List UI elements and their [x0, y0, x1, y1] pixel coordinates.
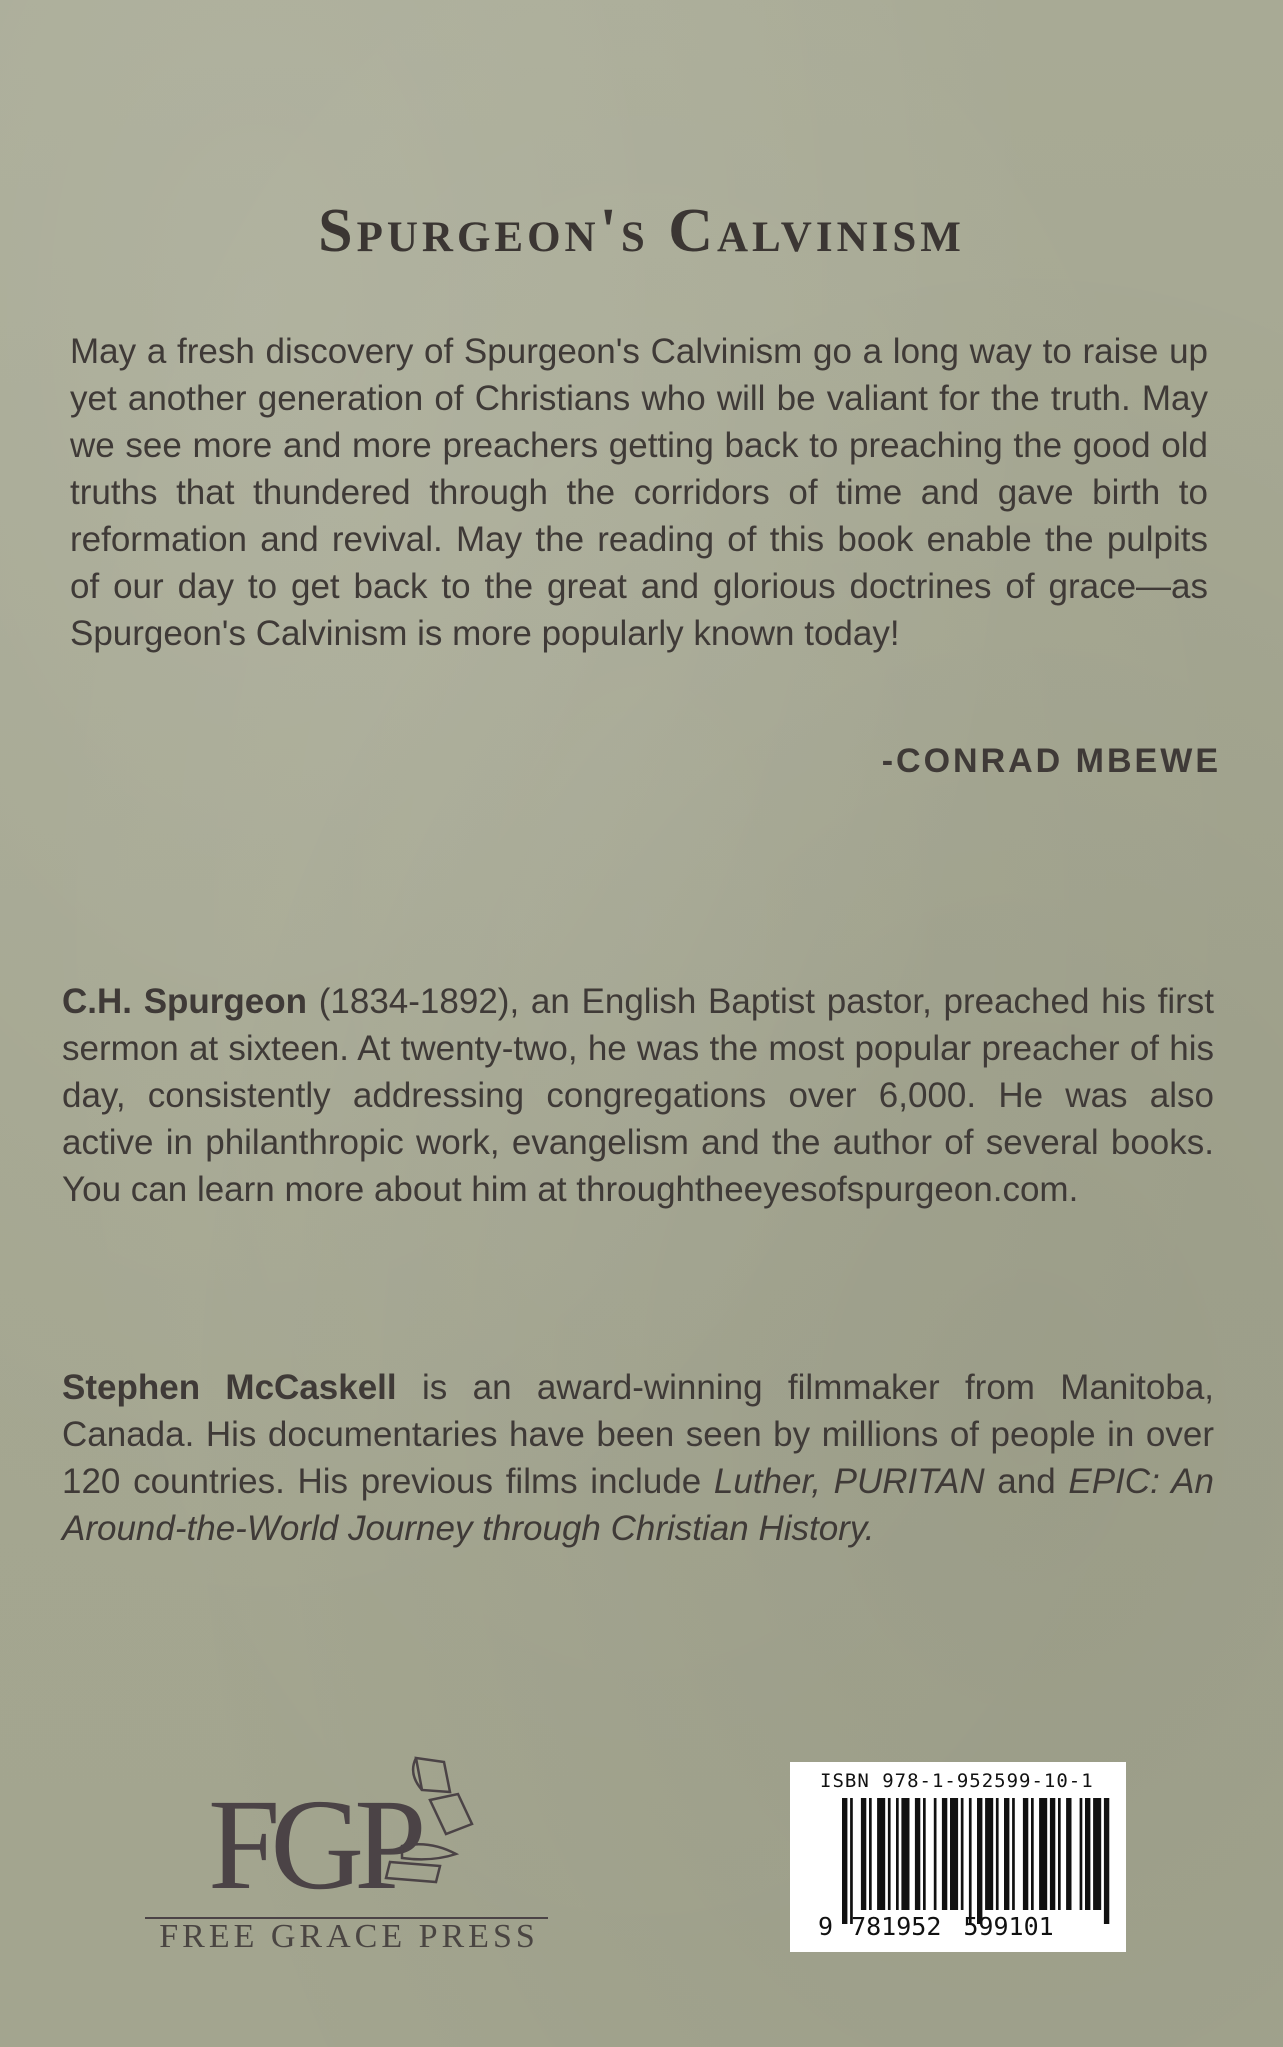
barcode-bar	[961, 1798, 964, 1910]
barcode-bar	[1039, 1798, 1047, 1910]
editor-bio	[62, 1364, 1214, 1552]
barcode-bar	[923, 1798, 926, 1910]
barcode-bar	[996, 1798, 999, 1910]
barcode-bar	[1004, 1798, 1009, 1910]
book-title: Spurgeon's Calvinism	[318, 197, 965, 265]
barcode-bar	[950, 1798, 958, 1910]
barcode-bar	[969, 1798, 972, 1924]
editor-films-2: EPIC: An Around-the-World Journey through Christian History.	[62, 1462, 1214, 1548]
barcode-bar	[888, 1798, 891, 1910]
barcode-digits	[818, 1912, 1054, 1941]
endorsement-quote: May a fresh discovery of Spurgeon's Calvinism go a long way to raise up yet another generation of Christians who will be valiant for the truth. May we see more and more preachers getting back to preaching the good old truths that thundered through the corridors of time and gave birth to reformation and revival. May the reading of this book enable the pulpits of our day to get back to the great and glorious doctrines of grace—as Spurgeon's Calvinism is more popularly known today!	[70, 332, 1208, 653]
barcode-bar	[1085, 1798, 1090, 1910]
barcode-bar	[877, 1798, 885, 1910]
barcode-digits-right: 599101	[963, 1912, 1054, 1941]
author-bio	[62, 978, 1214, 1213]
barcode-bar	[985, 1798, 993, 1910]
barcode-bars	[842, 1798, 1112, 1924]
barcode-digit-lead: 9	[818, 1912, 834, 1941]
isbn-label: ISBN 978-1-952599-10-1	[820, 1770, 1094, 1792]
barcode-bar	[901, 1798, 909, 1910]
barcode-digits-left: 781952	[851, 1912, 942, 1941]
barcode-bar	[1023, 1798, 1028, 1910]
barcode-bar	[1080, 1798, 1083, 1910]
barcode-bar	[1058, 1798, 1061, 1910]
barcode-bar	[842, 1798, 847, 1924]
barcode-bar	[942, 1798, 947, 1910]
author-bio-text: (1834-1892), an English Baptist pastor, preached his first sermon at sixteen. At twenty-two, he was the most popular preacher of his day, consistently addressing congregations over 6,000. He was also active in philanthropic work, evangelism and the author of several books. You can learn more about him at throughtheeyesofspurgeon.com.	[62, 982, 1214, 1209]
barcode-bar	[1066, 1798, 1071, 1910]
barcode-bar	[896, 1798, 899, 1910]
isbn-barcode	[790, 1762, 1126, 1952]
editor-bio-and: and	[984, 1462, 1069, 1501]
barcode-bar	[1050, 1798, 1055, 1910]
barcode-bar	[1012, 1798, 1015, 1910]
endorsement-attribution: -CONRAD MBEWE	[881, 742, 1221, 780]
barcode-bar	[915, 1798, 920, 1910]
barcode-bar	[1031, 1798, 1034, 1910]
publisher-logo-text: FGP	[208, 1773, 417, 1917]
author-name: C.H. Spurgeon	[62, 982, 308, 1021]
editor-bio-text: is an award-winning filmmaker from Manitoba, Canada. His documentaries have been seen by millions of people in over 120 countries. His previous films include	[62, 1368, 1215, 1501]
barcode-bar	[869, 1798, 872, 1910]
barcode-bar	[850, 1798, 853, 1924]
editor-films-1: Luther, PURITAN	[713, 1462, 985, 1501]
barcode-bar	[934, 1798, 937, 1910]
barcode-bar	[1104, 1798, 1109, 1924]
editor-name: Stephen McCaskell	[62, 1368, 397, 1407]
barcode-bar	[861, 1798, 866, 1910]
publisher-name: FREE GRACE PRESS	[159, 1918, 539, 1955]
barcode-bar	[1093, 1798, 1101, 1910]
barcode-bar	[977, 1798, 982, 1924]
